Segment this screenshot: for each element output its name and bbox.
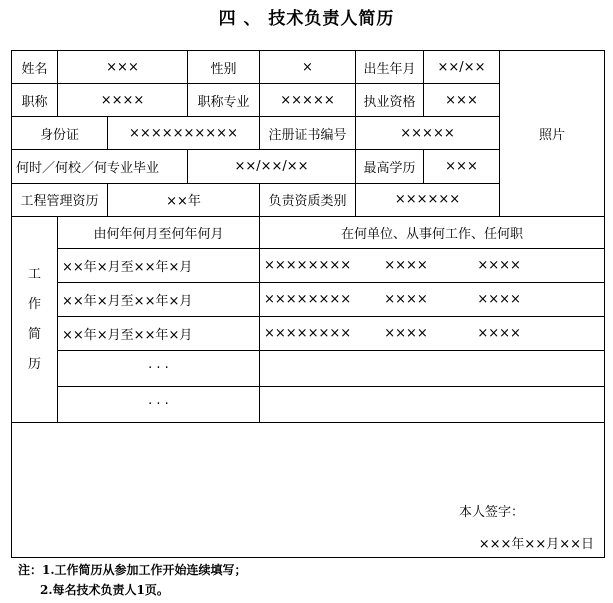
qualification-label: 执业资格	[356, 84, 424, 117]
empty-work-detail[interactable]	[260, 387, 605, 423]
photo-label: 照片	[538, 127, 565, 143]
ellipsis-row[interactable]: · · ·	[58, 351, 260, 387]
work-post: ××××	[477, 291, 521, 307]
birth-value[interactable]: ××/××	[424, 51, 500, 84]
signature-date: ×××年××月××日	[478, 537, 594, 553]
work-unit: ××××××××	[264, 257, 352, 273]
work-duty: ××××	[384, 326, 428, 342]
work-period[interactable]: ××年×月至××年×月	[58, 248, 260, 282]
work-detail[interactable]	[260, 282, 605, 316]
graduation-value[interactable]: ××/××/××	[188, 150, 356, 183]
name-value[interactable]: ×××	[58, 51, 188, 84]
education-value[interactable]: ×××	[424, 150, 500, 183]
education-label: 最高学历	[356, 150, 424, 183]
experience-years-label: 工程管理资历	[12, 183, 108, 216]
work-unit: ××××××××	[264, 326, 352, 342]
work-duty: ××××	[384, 291, 428, 307]
category-value[interactable]: ××××××	[356, 183, 500, 216]
cert-value[interactable]: ×××××	[356, 117, 500, 150]
name-label: 姓名	[12, 51, 58, 84]
work-detail[interactable]	[260, 317, 605, 351]
work-post: ××××	[477, 326, 521, 342]
ellipsis-row[interactable]: · · ·	[58, 387, 260, 423]
side-char: 历	[27, 356, 41, 372]
signature-area[interactable]	[12, 423, 605, 558]
side-char: 简	[27, 326, 41, 342]
work-post: ××××	[477, 257, 521, 273]
work-period[interactable]: ××年×月至××年×月	[58, 282, 260, 316]
title-value[interactable]: ××××	[58, 84, 188, 117]
side-char: 作	[27, 296, 41, 312]
major-value[interactable]: ×××××	[260, 84, 356, 117]
id-label: 身份证	[12, 117, 108, 150]
empty-work-detail[interactable]	[260, 351, 605, 387]
photo-box[interactable]	[500, 51, 605, 217]
side-char: 工	[27, 266, 41, 282]
period-header: 由何年何月至何年何月	[58, 216, 260, 248]
work-period[interactable]: ××年×月至××年×月	[58, 317, 260, 351]
note-2: 2.每名技术负责人1页。	[40, 583, 169, 597]
work-unit: ××××××××	[264, 291, 352, 307]
page-title: 四 、 技术负责人简历	[218, 9, 395, 29]
id-value[interactable]: ××××××××××	[108, 117, 260, 150]
graduation-label: 何时／何校／何专业毕业	[12, 150, 188, 183]
birth-label: 出生年月	[356, 51, 424, 84]
signature-label: 本人签字：	[458, 505, 524, 521]
resume-table	[11, 50, 605, 558]
work-history-side-label	[12, 216, 58, 423]
position-header: 在何单位、从事何工作、任何职	[260, 216, 605, 248]
cert-label: 注册证书编号	[260, 117, 356, 150]
category-label: 负责资质类别	[260, 183, 356, 216]
qualification-value[interactable]: ×××	[424, 84, 500, 117]
experience-years-value[interactable]: ××年	[108, 183, 260, 216]
notes	[18, 560, 247, 600]
work-detail[interactable]	[260, 248, 605, 282]
gender-label: 性别	[188, 51, 260, 84]
major-label: 职称专业	[188, 84, 260, 117]
gender-value[interactable]: ×	[260, 51, 356, 84]
note-1: 注：1.工作简历从参加工作开始连续填写；	[18, 563, 247, 577]
title-label: 职称	[12, 84, 58, 117]
work-duty: ××××	[384, 257, 428, 273]
